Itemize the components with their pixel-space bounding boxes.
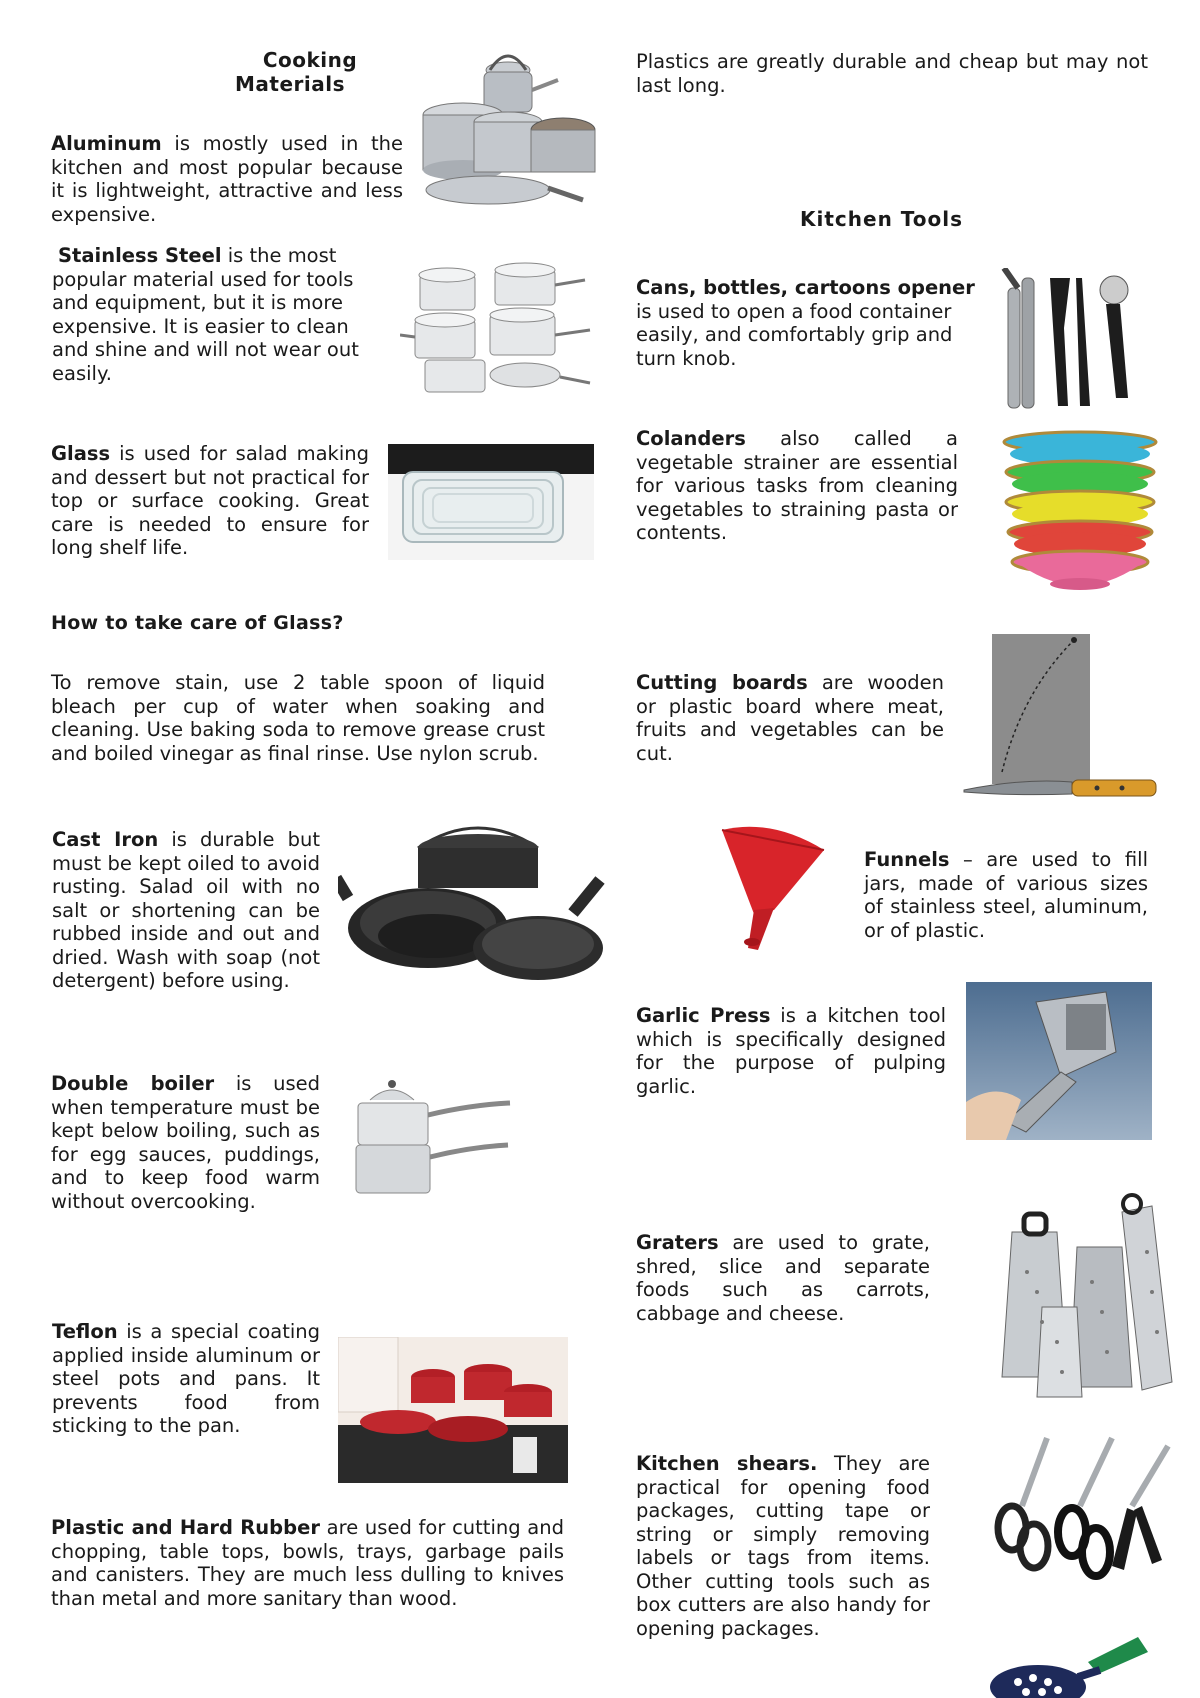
glass-baking-dish-photo — [388, 444, 594, 560]
kitchen-shears-paragraph: Kitchen shears. They are practical for opening food packages, cutting tape or string or simply removing labels or tags from items. Other cutting tools such as box cutters are also handy for opening packages. — [636, 1452, 930, 1640]
cast-iron-skillets-photo — [338, 818, 606, 990]
kitchen-shears-photo — [992, 1436, 1172, 1584]
colanders-term: Colanders — [636, 427, 746, 450]
teflon-cookware-photo — [338, 1337, 568, 1483]
cast-iron-term: Cast Iron — [52, 828, 159, 851]
colanders-photo — [982, 430, 1178, 590]
graters-term: Graters — [636, 1231, 719, 1254]
funnel-photo — [702, 822, 832, 952]
double-boiler-photo — [350, 1075, 515, 1200]
teflon-paragraph: Teflon is a special coating applied inside aluminum or steel pots and pans. It prevents food from sticking to the pan. — [52, 1320, 320, 1437]
funnels-term: Funnels — [864, 848, 950, 871]
aluminum-cookware-photo — [418, 50, 598, 210]
double-boiler-paragraph: Double boiler is used when temperature must be kept below boiling, such as for egg sauces, puddings, and to keep food warm without overcooking. — [51, 1072, 320, 1213]
section-title-cooking-materials — [200, 48, 380, 96]
glass-paragraph: Glass is used for salad making and dessert but not practical for top or surface cooking. Great care is needed to ensure for long shelf life. — [51, 442, 369, 559]
can-opener-paragraph: Cans, bottles, cartoons opener is used to open a food container easily, and comfortably grip and turn knob. — [636, 276, 975, 370]
stainless-steel-term: Stainless Steel — [58, 244, 222, 267]
masher-photo — [988, 1632, 1158, 1698]
double-boiler-term: Double boiler — [51, 1072, 215, 1095]
stainless-steel-paragraph: Stainless Steel is the most popular material used for tools and equipment, but it is more expensive. It is easier to clean and shine and will not wear out easily. — [52, 244, 359, 385]
graters-paragraph: Graters are used to grate, shred, slice and separate foods such as carrots, cabbage and cheese. — [636, 1231, 930, 1325]
glass-term: Glass — [51, 442, 111, 465]
kitchen-tools-heading: Kitchen Tools — [800, 207, 963, 231]
can-openers-photo — [998, 268, 1150, 414]
garlic-press-photo — [966, 982, 1152, 1140]
aluminum-term: Aluminum — [51, 132, 162, 155]
teflon-term: Teflon — [52, 1320, 118, 1343]
plastic-rubber-term: Plastic and Hard Rubber — [51, 1516, 320, 1539]
can-opener-term: Cans, bottles, cartoons opener — [636, 276, 975, 299]
plastic-rubber-paragraph: Plastic and Hard Rubber are used for cutting and chopping, table tops, bowls, trays, garbage pails and canisters. They are much less dulling to knives than metal and more sanitary than wood. — [51, 1516, 564, 1610]
glass-care-paragraph: To remove stain, use 2 table spoon of liquid bleach per cup of water when soaking and cleaning. Use baking soda to remove grease crust and boiled vinegar as final rinse. Use nylon scrub. — [51, 671, 545, 765]
graters-photo — [982, 1192, 1178, 1404]
colanders-paragraph: Colanders also called a vegetable strainer are essential for various tasks from cleaning vegetables to straining pasta or contents. — [636, 427, 958, 544]
title-line-2: Materials — [235, 72, 345, 96]
aluminum-paragraph: Aluminum is mostly used in the kitchen and most popular because it is lightweight, attractive and less expensive. — [51, 132, 403, 226]
cast-iron-paragraph: Cast Iron is durable but must be kept oiled to avoid rusting. Salad oil with no salt or shortening can be rubbed inside and out and dried. Wash with soap (not detergent) before using. — [52, 828, 320, 992]
cutting-knife-photo — [962, 632, 1158, 804]
funnels-paragraph: Funnels – are used to fill jars, made of various sizes of stainless steel, aluminum, or of plastic. — [864, 848, 1148, 942]
cutting-boards-paragraph: Cutting boards are wooden or plastic board where meat, fruits and vegetables can be cut. — [636, 671, 944, 765]
glass-care-heading: How to take care of Glass? — [51, 612, 344, 634]
title-line-1: Cooking — [262, 48, 358, 72]
garlic-press-paragraph: Garlic Press is a kitchen tool which is specifically designed for the purpose of pulping garlic. — [636, 1004, 946, 1098]
stainless-steel-pots-photo — [400, 255, 595, 400]
cutting-boards-term: Cutting boards — [636, 671, 808, 694]
kitchen-shears-term: Kitchen shears. — [636, 1452, 818, 1475]
plastics-note-paragraph: Plastics are greatly durable and cheap but may not last long. — [636, 50, 1148, 97]
garlic-press-term: Garlic Press — [636, 1004, 771, 1027]
